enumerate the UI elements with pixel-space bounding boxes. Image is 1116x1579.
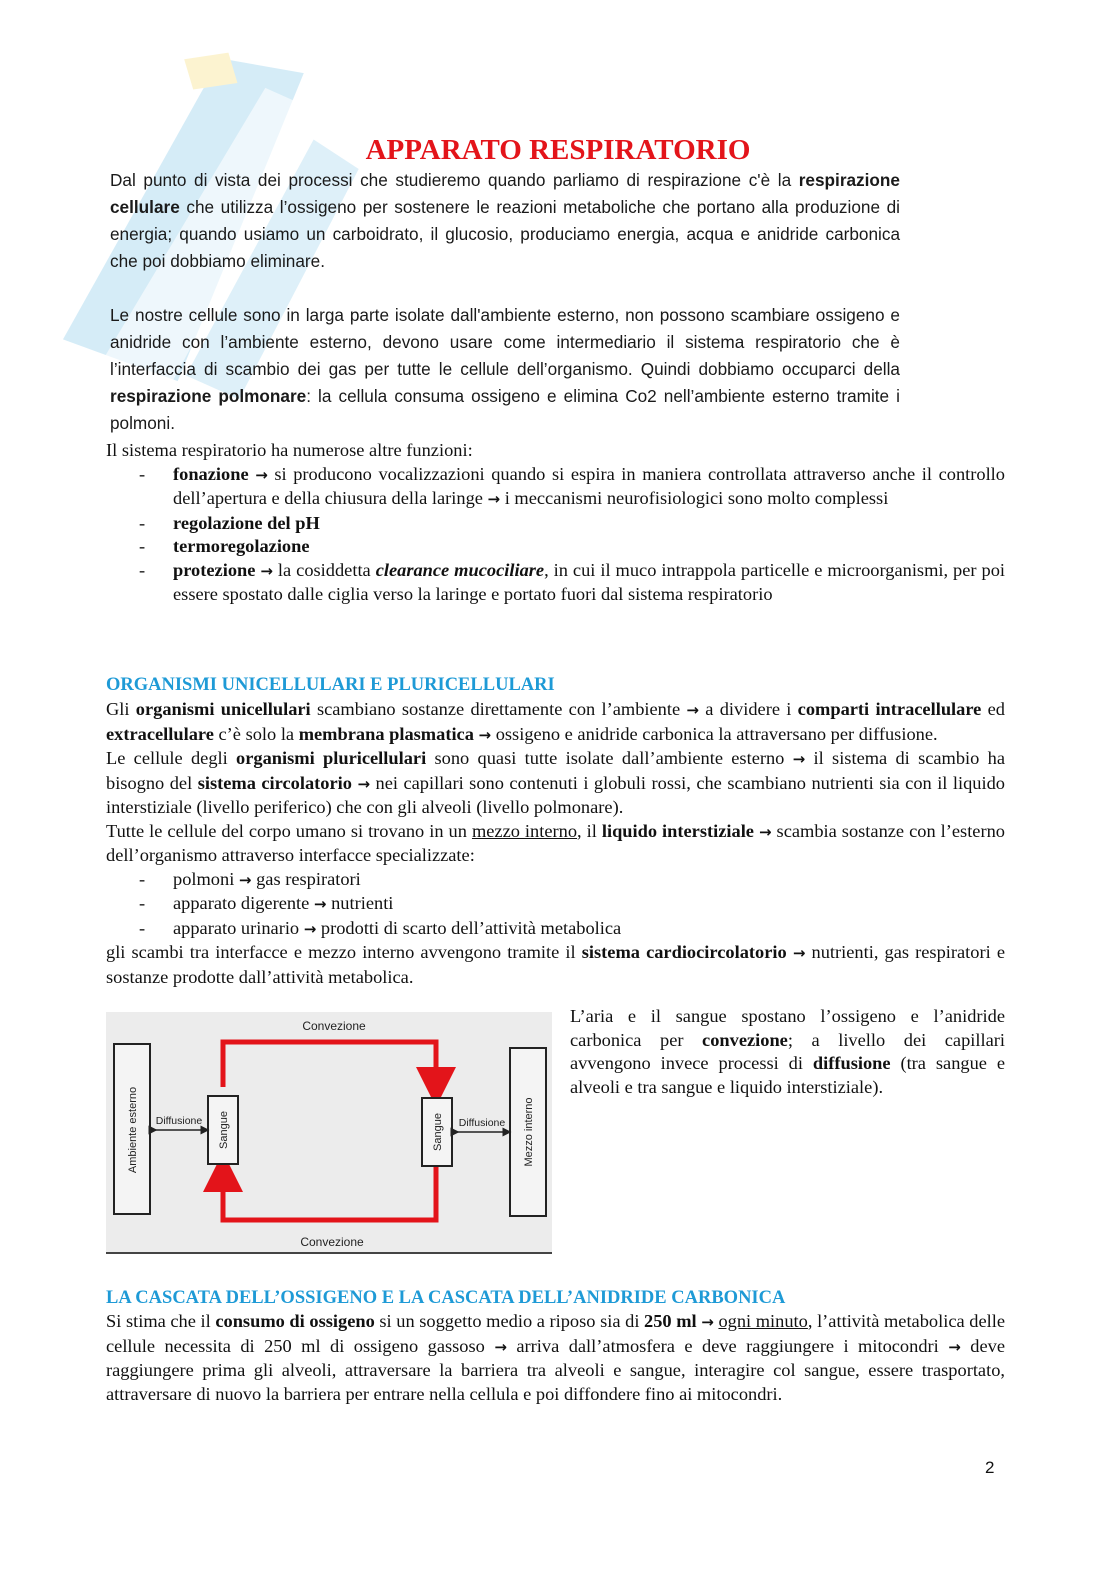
internal-medium-label: Mezzo interno xyxy=(523,1097,535,1167)
list-item: - protezione → la cosiddetta clearance mucociliare, in cui il muco intrappola particelle e microorganismi, per poi essere spostato dalle ciglia verso la laringe e portato fuori dal sistema respiratorio xyxy=(106,559,1005,607)
paragraph-multicellular: Le cellule degli organismi pluricellulari sono quasi tutte isolate dall’ambiente esterno → il sistema di scambio ha bisogno del sistema circolatorio → nei capillari sono contenuti i globuli rossi, che scambiano nutrienti sia con il liquido interstiziale (livello periferico) che con gli alveoli (livello polmonare). xyxy=(106,748,1006,817)
convection-top-arrow xyxy=(223,1042,436,1087)
paragraph-cardiocirculatory: gli scambi tra interfacce e mezzo interno avvengono tramite il sistema cardiocircolatorio → nutrienti, gas respiratori e sostanze prodotte dall’attività metabolica. xyxy=(106,942,1005,987)
arrow-right-icon: → xyxy=(792,750,806,768)
page-number: 2 xyxy=(985,1458,995,1477)
paragraph-unicellular: Gli organismi unicellulari scambiano sostanze direttamente con l’ambiente → a dividere i comparti intracellulare ed extracellulare c’è solo la membrana plasmatica → ossigeno e anidride carbonica la attraversano per diffusione. xyxy=(106,699,1005,744)
arrow-right-icon: → xyxy=(303,919,317,938)
intro-paragraph-pulmonary: Le nostre cellule sono in larga parte isolate dall'ambiente esterno, non possono scambiare ossigeno e anidride con l’ambiente esterno, devono usare come intermediario il sistema respiratorio che è l’interfaccia di scambio dei gas per tutte le cellule dell’organismo. Quindi dobbiamo occuparci della respirazione polmonare: la cellula consuma ossigeno e elimina Co2 nell’ambiente esterno tramite i polmoni. xyxy=(110,305,900,433)
convection-top-label: Convezione xyxy=(302,1019,366,1033)
functions-intro: Il sistema respiratorio ha numerose altre funzioni: xyxy=(106,440,473,460)
arrow-right-icon: → xyxy=(686,701,699,719)
list-item: - fonazione → si producono vocalizzazioni quando si espira in maniera controllata attraverso anche il controllo dell’apertura e della chiusura della laringe → i meccanismi neurofisiologici sono molto complessi xyxy=(106,463,1005,512)
arrow-right-icon: → xyxy=(238,870,252,889)
convection-diffusion-diagram xyxy=(106,1012,552,1254)
arrow-right-icon: → xyxy=(948,1337,961,1356)
arrow-right-icon: → xyxy=(478,725,492,744)
list-item: - termoregolazione xyxy=(106,535,1005,559)
arrow-right-icon: → xyxy=(792,944,806,962)
section-heading-cascade: LA CASCATA DELL’OSSIGENO E LA CASCATA DELL’ANIDRIDE CARBONICA xyxy=(106,1288,786,1308)
list-item: - regolazione del pH xyxy=(106,512,1005,536)
functions-block xyxy=(106,439,1005,607)
convection-bottom-label: Convezione xyxy=(300,1235,364,1249)
diffusion-right-label: Diffusione xyxy=(458,1117,506,1129)
functions-list xyxy=(106,463,1005,607)
page-title: APPARATO RESPIRATORIO xyxy=(365,134,751,166)
interfaces-list xyxy=(106,868,1005,942)
blood-right-label: Sangue xyxy=(432,1113,444,1151)
outer-environment-label: Ambiente esterno xyxy=(127,1086,139,1174)
arrow-right-icon: → xyxy=(357,774,371,793)
arrow-right-icon: → xyxy=(758,822,772,841)
blood-left-label: Sangue xyxy=(218,1111,230,1149)
arrow-right-icon: → xyxy=(255,465,268,484)
section-organisms-body xyxy=(106,698,1005,989)
paragraph-oxygen-cascade: Si stima che il consumo di ossigeno si un soggetto medio a riposo sia di 250 ml → ogni minuto, l’attività metabolica delle cellule necessita di 250 ml di ossigeno gassoso → arriva dall’atmosfera e deve raggiungere i mitocondri → deve raggiungere prima gli alveoli, attraversare la barriera tra alveoli e sangue, interagire col sangue, essere trasportato, attraversare di nuovo la barriera per entrare nella cellula e poi diffondere fino ai mitocondri. xyxy=(106,1311,1005,1404)
list-item: - apparato digerente → nutrienti xyxy=(106,892,1005,917)
section-heading-organisms: ORGANISMI UNICELLULARI E PLURICELLULARI xyxy=(106,675,555,695)
arrow-right-icon: → xyxy=(487,490,501,508)
list-item: - apparato urinario → prodotti di scarto dell’attività metabolica xyxy=(106,917,1005,942)
list-item: - polmoni → gas respiratori xyxy=(106,868,1005,893)
paragraph-internal-medium: Tutte le cellule del corpo umano si trovano in un mezzo interno, il liquido interstiziale → scambia sostanze con l’esterno dell’organismo attraverso interfacce specializzate: xyxy=(106,820,1005,865)
arrow-right-icon: → xyxy=(260,561,273,580)
diagram-caption-text: L’aria e il sangue spostano l’ossigeno e l’anidride carbonica per convezione; a livello dei capillari avvengono invece processi di diffusione (tra sangue e alveoli e tra sangue e liquido interstiziale). xyxy=(570,1006,1006,1097)
arrow-right-icon: → xyxy=(701,1313,714,1331)
convection-bottom-arrow xyxy=(223,1157,436,1220)
arrow-right-icon: → xyxy=(313,895,327,913)
diffusion-left-label: Diffusione xyxy=(155,1115,203,1127)
arrow-right-icon: → xyxy=(494,1337,507,1356)
intro-paragraph-cellular: Dal punto di vista dei processi che studieremo quando parliamo di respirazione c'è la respirazione cellulare che utilizza l’ossigeno per sostenere le reazioni metaboliche che portano alla produzione di energia; quando usiamo un carboidrato, il glucosio, produciamo energia, acqua e anidride carbonica che poi dobbiamo eliminare. xyxy=(110,170,900,271)
